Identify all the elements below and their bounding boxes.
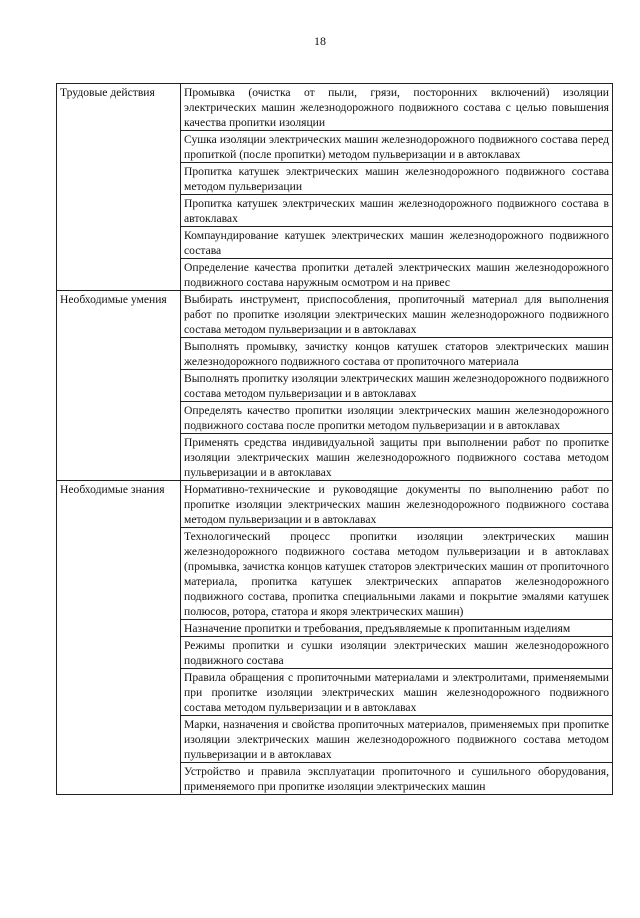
section-label-required-knowledge: Необходимые знания <box>57 481 181 795</box>
requirements-table <box>56 83 613 795</box>
table-cell: Сушка изоляции электрических машин железнодорожного подвижного состава перед пропиткой (после пропитки) методом пульверизации и в автоклавах <box>181 131 613 163</box>
table-cell: Устройство и правила эксплуатации пропиточного и сушильного оборудования, применяемого при пропитке изоляции электрических машин <box>181 763 613 795</box>
table-cell: Применять средства индивидуальной защиты при выполнении работ по пропитке изоляции электрических машин железнодорожного подвижного состава методом пульверизации и в автоклавах <box>181 434 613 481</box>
table-cell: Технологический процесс пропитки изоляции электрических машин железнодорожного подвижного состава методом пульверизации и в автоклавах (промывка, зачистка концов катушек статоров электрических машин от пропиточного материала, пропитка катушек электрических аппаратов железнодорожного подвижного состава, пропитка специальными лаками и покрытие эмалями катушек полюсов, ротора, статора и якоря электрических машин) <box>181 528 613 620</box>
table-cell: Выбирать инструмент, приспособления, пропиточный материал для выполнения работ по пропитке изоляции электрических машин железнодорожного подвижного состава методом пульверизации и в автоклавах <box>181 291 613 338</box>
table-cell: Режимы пропитки и сушки изоляции электрических машин железнодорожного подвижного состава <box>181 637 613 669</box>
table-row <box>57 84 613 131</box>
table-cell: Нормативно-технические и руководящие документы по выполнению работ по пропитке изоляции электрических машин железнодорожного подвижного состава методом пульверизации и в автоклавах <box>181 481 613 528</box>
table-row <box>57 481 613 528</box>
table-cell: Компаундирование катушек электрических машин железнодорожного подвижного состава <box>181 227 613 259</box>
table-cell: Назначение пропитки и требования, предъявляемые к пропитанным изделиям <box>181 620 613 637</box>
table-cell: Выполнять промывку, зачистку концов катушек статоров электрических машин железнодорожного подвижного состава от пропиточного материала <box>181 338 613 370</box>
table-cell: Пропитка катушек электрических машин железнодорожного подвижного состава в автоклавах <box>181 195 613 227</box>
table-cell: Правила обращения с пропиточными материалами и электролитами, применяемыми при пропитке изоляции электрических машин железнодорожного подвижного состава методом пульверизации и в автоклавах <box>181 669 613 716</box>
section-label-required-skills: Необходимые умения <box>57 291 181 481</box>
page-number: 18 <box>314 34 326 48</box>
table-cell: Определение качества пропитки деталей электрических машин железнодорожного подвижного состава наружным осмотром и на привес <box>181 259 613 291</box>
table-cell: Выполнять пропитку изоляции электрических машин железнодорожного подвижного состава методом пульверизации и в автоклавах <box>181 370 613 402</box>
table-cell: Пропитка катушек электрических машин железнодорожного подвижного состава методом пульверизации <box>181 163 613 195</box>
table-cell: Промывка (очистка от пыли, грязи, посторонних включений) изоляции электрических машин железнодорожного подвижного состава с целью повышения качества пропитки изоляции <box>181 84 613 131</box>
section-label-labor-actions: Трудовые действия <box>57 84 181 291</box>
table-cell: Марки, назначения и свойства пропиточных материалов, применяемых при пропитке изоляции электрических машин железнодорожного подвижного состава методом пульверизации и в автоклавах <box>181 716 613 763</box>
table-cell: Определять качество пропитки изоляции электрических машин железнодорожного подвижного состава после пропитки методом пульверизации и в автоклавах <box>181 402 613 434</box>
table-row <box>57 291 613 338</box>
